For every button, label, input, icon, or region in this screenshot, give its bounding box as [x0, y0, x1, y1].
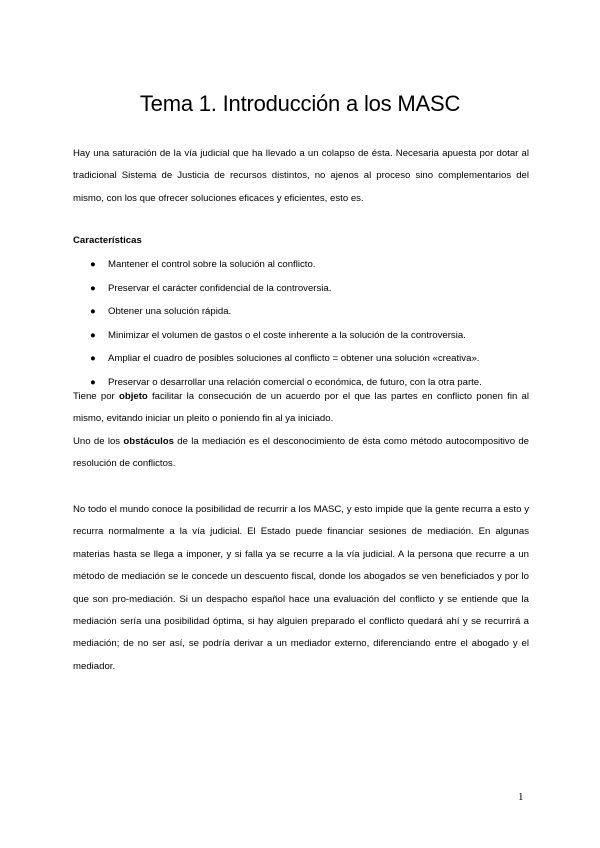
list-item: ● Preservar o desarrollar una relación comercial o económica, de futuro, con la otra parte.	[73, 371, 529, 395]
characteristics-list	[73, 253, 529, 395]
objeto-paragraph: Tiene por objeto facilitar la consecución de un acuerdo por el que las partes en conflicto ponen fin al mismo, evitando iniciar un pleito o poniendo fin al ya iniciado.	[73, 391, 529, 425]
bullet-icon: ●	[90, 376, 96, 388]
list-item: ● Mantener el control sobre la solución al conflicto.	[73, 253, 529, 277]
obstaculos-paragraph: Uno de los obstáculos de la mediación es el desconocimiento de ésta como método autocompositivo de resolución de conflictos.	[73, 436, 529, 470]
bullet-icon: ●	[90, 353, 96, 365]
bullet-icon: ●	[90, 259, 96, 270]
bullet-icon: ●	[90, 306, 96, 318]
final-paragraph: No todo el mundo conoce la posibilidad de recurrir a los MASC, y esto impide que la gente recurra a esto y recurra normalmente a la vía judicial. El Estado puede financiar sesiones de mediación. En algunas materias hasta se llega a imponer, y si falla ya se recurre a la vía judicial. A la persona que recurre a un método de mediación se le concede un descuento fiscal, donde los abogados se ven beneficiados y por lo que son pro-mediación. Si un despacho español hace una evaluación del conflicto y se entiende que la mediación sería una posibilidad óptima, si hay alguien preparado el conflicto quedará ahí y se recurrirá a mediación; de no ser así, se podría derivar a un mediador externo, diferenciando entre el abogado y el mediador.	[73, 504, 529, 672]
characteristics-heading: Características	[73, 235, 142, 246]
page-number: 1	[518, 791, 524, 803]
page-title: Tema 1. Introducción a los MASC	[139, 90, 461, 116]
list-item: ● Preservar el carácter confidencial de la controversia.	[73, 277, 529, 301]
list-item: ● Ampliar el cuadro de posibles soluciones al conflicto = obtener una solución «creativa».	[73, 347, 529, 371]
bullet-icon: ●	[90, 282, 96, 294]
bullet-icon: ●	[90, 329, 96, 341]
list-item: ● Minimizar el volumen de gastos o el coste inherente a la solución de la controversia.	[73, 324, 529, 348]
list-item: ● Obtener una solución rápida.	[73, 300, 529, 324]
intro-paragraph: Hay una saturación de la vía judicial que ha llevado a un colapso de ésta. Necesaria apuesta por dotar al tradicional Sistema de Justicia de recursos distintos, no ajenos al proceso sino complementarios del mismo, con los que ofrecer soluciones eficaces y eficientes, esto es.	[73, 148, 529, 204]
